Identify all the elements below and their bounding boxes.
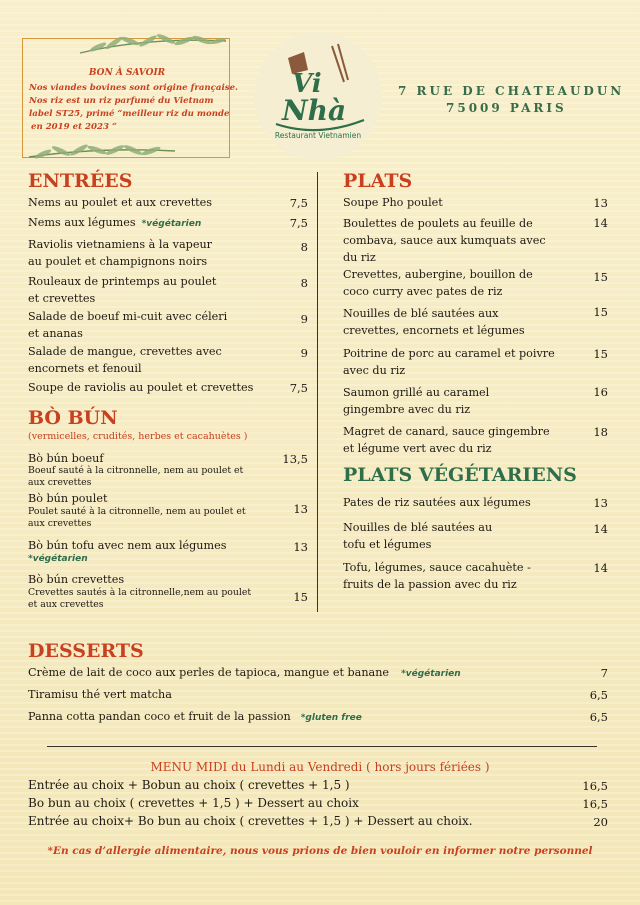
entrees-heading: ENTRÉES xyxy=(28,170,133,192)
menu-item-name: Nems au poulet et aux crevettes xyxy=(28,196,213,209)
info-line: Nos riz est un riz parfumé du Vietnam xyxy=(29,96,214,106)
vege-heading: PLATS VÉGÉTARIENS xyxy=(343,464,577,486)
midi-item-name: Entrée au choix + Bobun au choix ( crevettes + 1,5 ) xyxy=(28,778,350,792)
menu-item-desc: Poulet sauté à la citronnelle, nem au poulet et aux crevettes xyxy=(28,506,246,529)
menu-item-name: Nouilles de blé sautées au tofu et légumes xyxy=(343,521,493,551)
menu-item-price: 15 xyxy=(593,347,608,361)
menu-item-price: 15 xyxy=(293,590,308,604)
menu-item-name: Bò bún tofu avec nem aux légumes xyxy=(28,539,227,552)
menu-item-name: Panna cotta pandan coco et fruit de la passion *gluten free xyxy=(28,710,362,723)
menu-item-desc: Boeuf sauté à la citronnelle, nem au poulet et aux crevettes xyxy=(28,465,244,488)
info-title: BON À SAVOIR xyxy=(88,68,166,78)
menu-item-name: Bò bún boeuf xyxy=(28,452,104,465)
address-city: 75009 PARIS xyxy=(446,101,567,115)
menu-item-price: 13,5 xyxy=(282,452,308,466)
menu-item-name: Rouleaux de printemps au poulet et crevettes xyxy=(28,275,217,305)
allergy-notice: *En cas d’allergie alimentaire, nous vous prions de bien vouloir en informer notre personnel xyxy=(47,845,593,857)
gluten-free-tag: *gluten free xyxy=(300,713,362,723)
midi-divider xyxy=(47,746,597,747)
restaurant-logo xyxy=(252,30,384,162)
menu-item-price: 14 xyxy=(593,216,608,230)
info-line: en 2019 et 2023 “ xyxy=(31,122,117,132)
address-street: 7 RUE DE CHATEAUDUN xyxy=(398,84,625,98)
midi-item-price: 20 xyxy=(593,815,608,829)
menu-item-name: Salade de boeuf mi-cuit avec céleri et ananas xyxy=(28,310,228,340)
info-line: Nos viandes bovines sont origine française. xyxy=(29,83,239,93)
menu-item-name: Tofu, légumes, sauce cacahuète - fruits de la passion avec du riz xyxy=(343,561,531,591)
menu-item-name: Saumon grillé au caramel gingembre avec du riz xyxy=(343,386,490,416)
column-divider xyxy=(317,172,318,612)
menu-item-price: 13 xyxy=(293,502,308,516)
menu-item-price: 7 xyxy=(600,666,608,680)
logo-vi: Vi xyxy=(292,69,322,99)
menu-item-name: Magret de canard, sauce gingembre et légume vert avec du riz xyxy=(343,425,550,455)
logo-tagline: Restaurant Vietnamien xyxy=(274,131,362,140)
menu-item-name: Pates de riz sautées aux légumes xyxy=(343,496,531,509)
menu-item-name: Bò bún poulet xyxy=(28,492,108,505)
logo-nha: Nhà xyxy=(282,94,347,127)
menu-item-name: Poitrine de porc au caramel et poivre avec du riz xyxy=(343,347,555,377)
menu-item-name: Soupe Pho poulet xyxy=(343,196,443,209)
menu-item-name: Raviolis vietnamiens à la vapeur au poulet et champignons noirs xyxy=(28,238,212,268)
menu-item-name: Bò bún crevettes xyxy=(28,573,125,586)
menu-item-name: Boulettes de poulets au feuille de combava, sauce aux kumquats avec du riz xyxy=(343,217,546,264)
menu-item-name: Salade de mangue, crevettes avec encornets et fenouil xyxy=(28,345,222,375)
menu-item-price: 15 xyxy=(593,305,608,319)
info-box xyxy=(22,38,239,158)
midi-item-name: Entrée au choix+ Bo bun au choix ( crevettes + 1,5 ) + Dessert au choix. xyxy=(28,814,473,828)
menu-item-name: Nems aux légumes *végétarien xyxy=(28,216,202,229)
menu-item-price: 18 xyxy=(593,425,608,439)
menu-item-price: 15 xyxy=(593,270,608,284)
midi-item-price: 16,5 xyxy=(582,797,608,811)
menu-item-name: Nouilles de blé sautées aux crevettes, encornets et légumes xyxy=(343,307,525,337)
menu-item-price: 6,5 xyxy=(589,710,608,724)
vegetarian-tag: *végétarien xyxy=(28,554,88,564)
menu-item-name: Soupe de raviolis au poulet et crevettes xyxy=(28,381,254,394)
menu-item-price: 9 xyxy=(300,346,308,360)
menu-item-price: 6,5 xyxy=(589,688,608,702)
menu-item-name: Crevettes, aubergine, bouillon de coco curry avec pates de riz xyxy=(343,268,533,298)
menu-item-price: 13 xyxy=(593,196,608,210)
menu-item-price: 7,5 xyxy=(289,196,308,210)
midi-title: MENU MIDI du Lundi au Vendredi ( hors jours fériées ) xyxy=(150,760,490,774)
menu-item-name: Crème de lait de coco aux perles de tapioca, mangue et banane *végétarien xyxy=(28,666,461,679)
vegetarian-tag: *végétarien xyxy=(401,669,461,679)
desserts-heading: DESSERTS xyxy=(28,640,144,662)
leaf-branch-top-icon xyxy=(78,33,228,59)
menu-item-price: 8 xyxy=(300,276,308,290)
midi-item-name: Bo bun au choix ( crevettes + 1,5 ) + Dessert au choix xyxy=(28,796,359,810)
menu-item-price: 13 xyxy=(293,540,308,554)
menu-item-price: 14 xyxy=(593,561,608,575)
plats-heading: PLATS xyxy=(343,170,413,192)
bobun-heading: BÒ BÚN xyxy=(28,407,118,429)
midi-item-price: 16,5 xyxy=(582,779,608,793)
vegetarian-tag: *végétarien xyxy=(141,219,202,229)
menu-item-price: 13 xyxy=(593,496,608,510)
menu-item-desc: Crevettes sautés à la citronnelle,nem au poulet et aux crevettes xyxy=(28,587,252,610)
menu-item-price: 14 xyxy=(593,522,608,536)
leaf-branch-bottom-icon xyxy=(27,139,177,165)
info-line: label ST25, primé “meilleur riz du monde xyxy=(29,109,230,119)
menu-item-price: 16 xyxy=(593,385,608,399)
menu-item-price: 7,5 xyxy=(289,216,308,230)
menu-item-price: 8 xyxy=(300,240,308,254)
menu-item-name: Tiramisu thé vert matcha xyxy=(28,688,172,701)
menu-item-price: 7,5 xyxy=(289,381,308,395)
bobun-subtitle: (vermicelles, crudités, herbes et cacahuètes ) xyxy=(28,431,248,442)
menu-item-price: 9 xyxy=(300,312,308,326)
